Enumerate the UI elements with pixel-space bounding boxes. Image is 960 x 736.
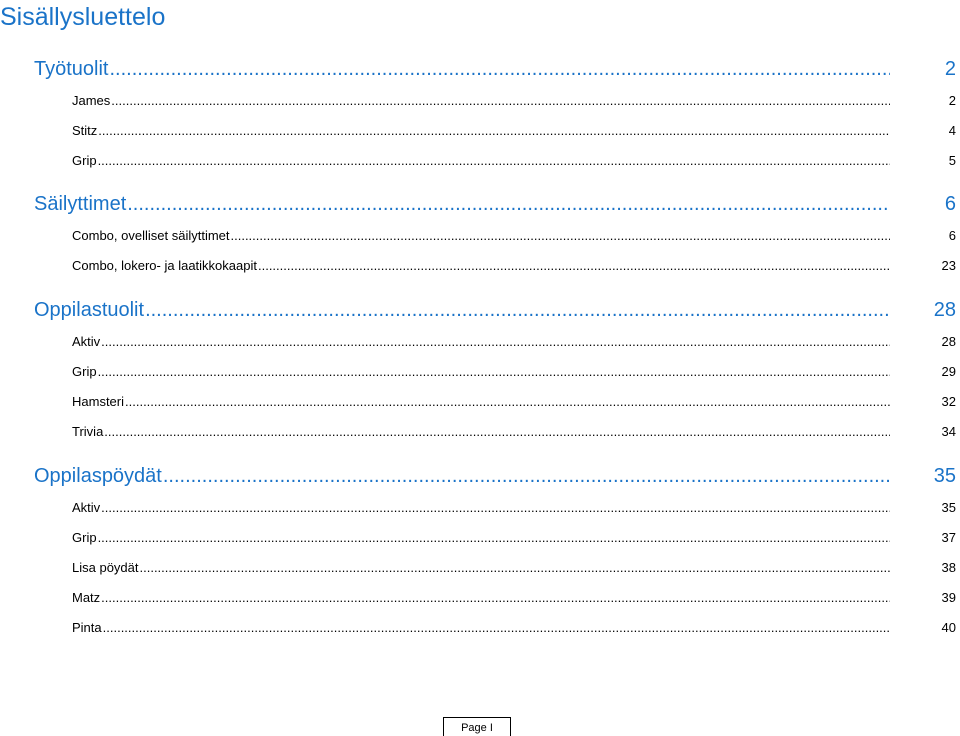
toc-leader-dots <box>109 57 890 81</box>
toc-leader-dots <box>98 153 890 169</box>
toc-item-label: Hamsteri <box>72 394 125 409</box>
toc-page-number: 35 <box>933 465 956 487</box>
toc-leader-dots <box>101 590 890 606</box>
toc-item-stitz[interactable] <box>72 123 956 139</box>
toc-page-number: 6 <box>948 228 956 243</box>
toc-leader-dots <box>145 298 890 322</box>
toc-section-oppilaspoydat[interactable] <box>34 464 956 488</box>
toc-item-trivia[interactable] <box>72 424 956 440</box>
toc-page-number: 6 <box>944 193 956 215</box>
toc-leader-dots <box>103 620 890 636</box>
toc-item-label: Stitz <box>72 123 98 138</box>
toc-item-grip[interactable] <box>72 153 956 169</box>
toc-leader-dots <box>98 530 890 546</box>
toc-page-number: 39 <box>941 590 956 605</box>
toc-section-tyotuolit[interactable] <box>34 57 956 81</box>
toc-item-label: Combo, lokero- ja laatikkokaapit <box>72 258 257 273</box>
page-footer <box>443 717 511 736</box>
toc-page-number: 35 <box>941 500 956 515</box>
toc-leader-dots <box>98 123 890 139</box>
toc-leader-dots <box>231 228 891 244</box>
toc-item-combo-ovelliset[interactable] <box>72 228 956 244</box>
toc-page-number: 28 <box>941 334 956 349</box>
toc-page-number: 37 <box>941 530 956 545</box>
toc-leader-dots <box>258 258 890 274</box>
toc-page-number: 5 <box>948 153 956 168</box>
toc-page-number: 38 <box>941 560 956 575</box>
toc-page-number: 40 <box>941 620 956 635</box>
toc-leader-dots <box>101 500 890 516</box>
footer-page-label: Page I <box>461 722 493 734</box>
toc-item-label: Trivia <box>72 424 104 439</box>
toc-page-number: 29 <box>941 364 956 379</box>
toc-section-label: Työtuolit <box>34 58 109 80</box>
toc-item-label: Pinta <box>72 620 102 635</box>
toc-page-number: 2 <box>948 93 956 108</box>
toc-item-lisa-poydat[interactable] <box>72 560 956 576</box>
toc-page-number: 2 <box>944 58 956 80</box>
toc-section-sailyttimet[interactable] <box>34 192 956 216</box>
toc-item-grip[interactable] <box>72 530 956 546</box>
toc-item-label: Grip <box>72 364 97 379</box>
toc-leader-dots <box>127 192 890 216</box>
toc-item-label: Grip <box>72 153 97 168</box>
toc-leader-dots <box>98 364 890 380</box>
toc-item-combo-lokero[interactable] <box>72 258 956 274</box>
toc-section-oppilastuolit[interactable] <box>34 298 956 322</box>
toc-section-label: Säilyttimet <box>34 193 127 215</box>
toc-item-hamsteri[interactable] <box>72 394 956 410</box>
toc-page-number: 28 <box>933 299 956 321</box>
toc-page-number: 32 <box>941 394 956 409</box>
toc-item-label: James <box>72 93 111 108</box>
toc-title: Sisällysluettelo <box>0 3 166 31</box>
toc-item-pinta[interactable] <box>72 620 956 636</box>
toc-item-label: Combo, ovelliset säilyttimet <box>72 228 230 243</box>
toc-item-james[interactable] <box>72 93 956 109</box>
toc-item-label: Lisa pöydät <box>72 560 139 575</box>
toc-item-label: Grip <box>72 530 97 545</box>
toc-item-label: Aktiv <box>72 500 101 515</box>
toc-page-number: 23 <box>941 258 956 273</box>
toc-item-label: Matz <box>72 590 101 605</box>
toc-page-number: 4 <box>948 123 956 138</box>
toc-leader-dots <box>125 394 890 410</box>
toc-section-label: Oppilastuolit <box>34 299 145 321</box>
toc-item-aktiv[interactable] <box>72 334 956 350</box>
toc-leader-dots <box>101 334 890 350</box>
toc-leader-dots <box>104 424 890 440</box>
toc-item-label: Aktiv <box>72 334 101 349</box>
toc-item-matz[interactable] <box>72 590 956 606</box>
toc-item-grip[interactable] <box>72 364 956 380</box>
toc-leader-dots <box>111 93 890 109</box>
toc-item-aktiv[interactable] <box>72 500 956 516</box>
toc-page-number: 34 <box>941 424 956 439</box>
toc-section-label: Oppilaspöydät <box>34 465 162 487</box>
toc-leader-dots <box>140 560 891 576</box>
toc-leader-dots <box>163 464 890 488</box>
